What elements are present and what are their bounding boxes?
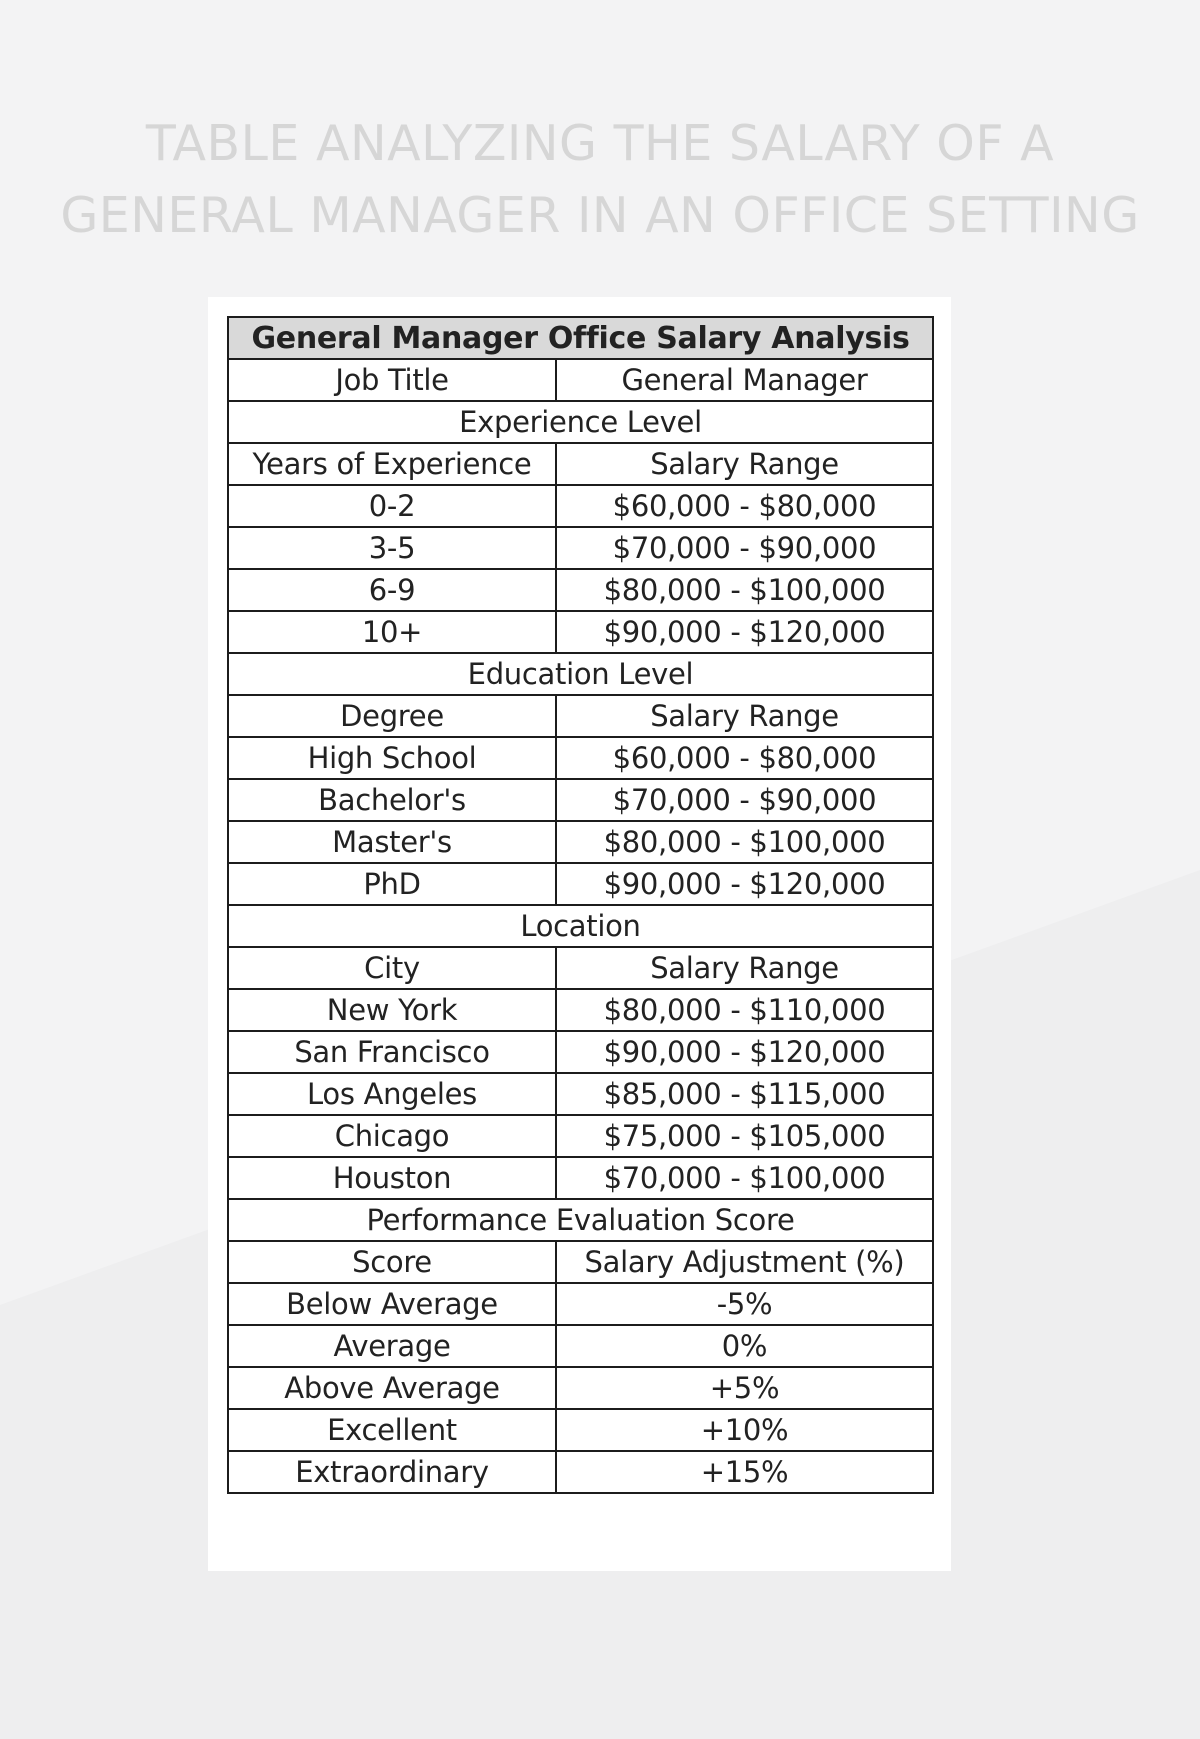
table-cell: 3-5 [228,527,556,569]
section-row [228,905,933,947]
column-header-row [228,695,933,737]
table-cell: $80,000 - $100,000 [556,569,933,611]
table-cell: 0% [556,1325,933,1367]
table-row [228,737,933,779]
section-row [228,1199,933,1241]
table-cell: Excellent [228,1409,556,1451]
table-cell: -5% [556,1283,933,1325]
column-header: Years of Experience [228,443,556,485]
table-cell: Above Average [228,1367,556,1409]
table-row [228,1367,933,1409]
table-cell: Chicago [228,1115,556,1157]
table-row [228,1283,933,1325]
table-cell: $70,000 - $90,000 [556,527,933,569]
table-cell: $75,000 - $105,000 [556,1115,933,1157]
table-cell: 10+ [228,611,556,653]
job-title-label: Job Title [228,359,556,401]
section-title-location: Location [228,905,933,947]
table-row [228,1115,933,1157]
table-cell: 0-2 [228,485,556,527]
table-row [228,1325,933,1367]
table-cell: New York [228,989,556,1031]
section-row [228,401,933,443]
table-row [228,989,933,1031]
table-row [228,863,933,905]
table-cell: $90,000 - $120,000 [556,611,933,653]
table-cell: Master's [228,821,556,863]
table-cell: $80,000 - $110,000 [556,989,933,1031]
salary-table [227,316,934,1494]
page-title-line-1: TABLE ANALYZING THE SALARY OF A [145,115,1055,172]
table-cell: High School [228,737,556,779]
column-header: Score [228,1241,556,1283]
table-row [228,1451,933,1493]
table-cell: Bachelor's [228,779,556,821]
table-cell: $60,000 - $80,000 [556,737,933,779]
job-title-value: General Manager [556,359,933,401]
table-cell: $70,000 - $100,000 [556,1157,933,1199]
table-cell: +5% [556,1367,933,1409]
table-heading: General Manager Office Salary Analysis [228,317,933,359]
column-header-row [228,1241,933,1283]
table-row [228,611,933,653]
table-cell: Extraordinary [228,1451,556,1493]
table-cell: Below Average [228,1283,556,1325]
section-title-education: Education Level [228,653,933,695]
column-header-row [228,443,933,485]
section-row [228,653,933,695]
table-row [228,485,933,527]
table-cell: Average [228,1325,556,1367]
table-row [228,1031,933,1073]
column-header: Salary Adjustment (%) [556,1241,933,1283]
table-cell: $60,000 - $80,000 [556,485,933,527]
job-title-row [228,359,933,401]
page-title-line-2: GENERAL MANAGER IN AN OFFICE SETTING [60,187,1140,244]
table-row [228,1157,933,1199]
table-cell: $90,000 - $120,000 [556,1031,933,1073]
table-cell: $90,000 - $120,000 [556,863,933,905]
column-header: Salary Range [556,947,933,989]
table-row [228,821,933,863]
table-cell: Houston [228,1157,556,1199]
column-header: Salary Range [556,695,933,737]
table-row [228,1409,933,1451]
table-cell: $80,000 - $100,000 [556,821,933,863]
table-heading-row [228,317,933,359]
table-cell: $70,000 - $90,000 [556,779,933,821]
page-title [0,108,1200,252]
table-row [228,779,933,821]
table-cell: 6-9 [228,569,556,611]
table-row [228,1073,933,1115]
table-cell: PhD [228,863,556,905]
column-header: City [228,947,556,989]
table-cell: Los Angeles [228,1073,556,1115]
section-title-performance: Performance Evaluation Score [228,1199,933,1241]
table-cell: San Francisco [228,1031,556,1073]
column-header: Degree [228,695,556,737]
table-cell: +15% [556,1451,933,1493]
table-cell: $85,000 - $115,000 [556,1073,933,1115]
section-title-experience: Experience Level [228,401,933,443]
table-row [228,527,933,569]
table-cell: +10% [556,1409,933,1451]
table-row [228,569,933,611]
column-header-row [228,947,933,989]
column-header: Salary Range [556,443,933,485]
